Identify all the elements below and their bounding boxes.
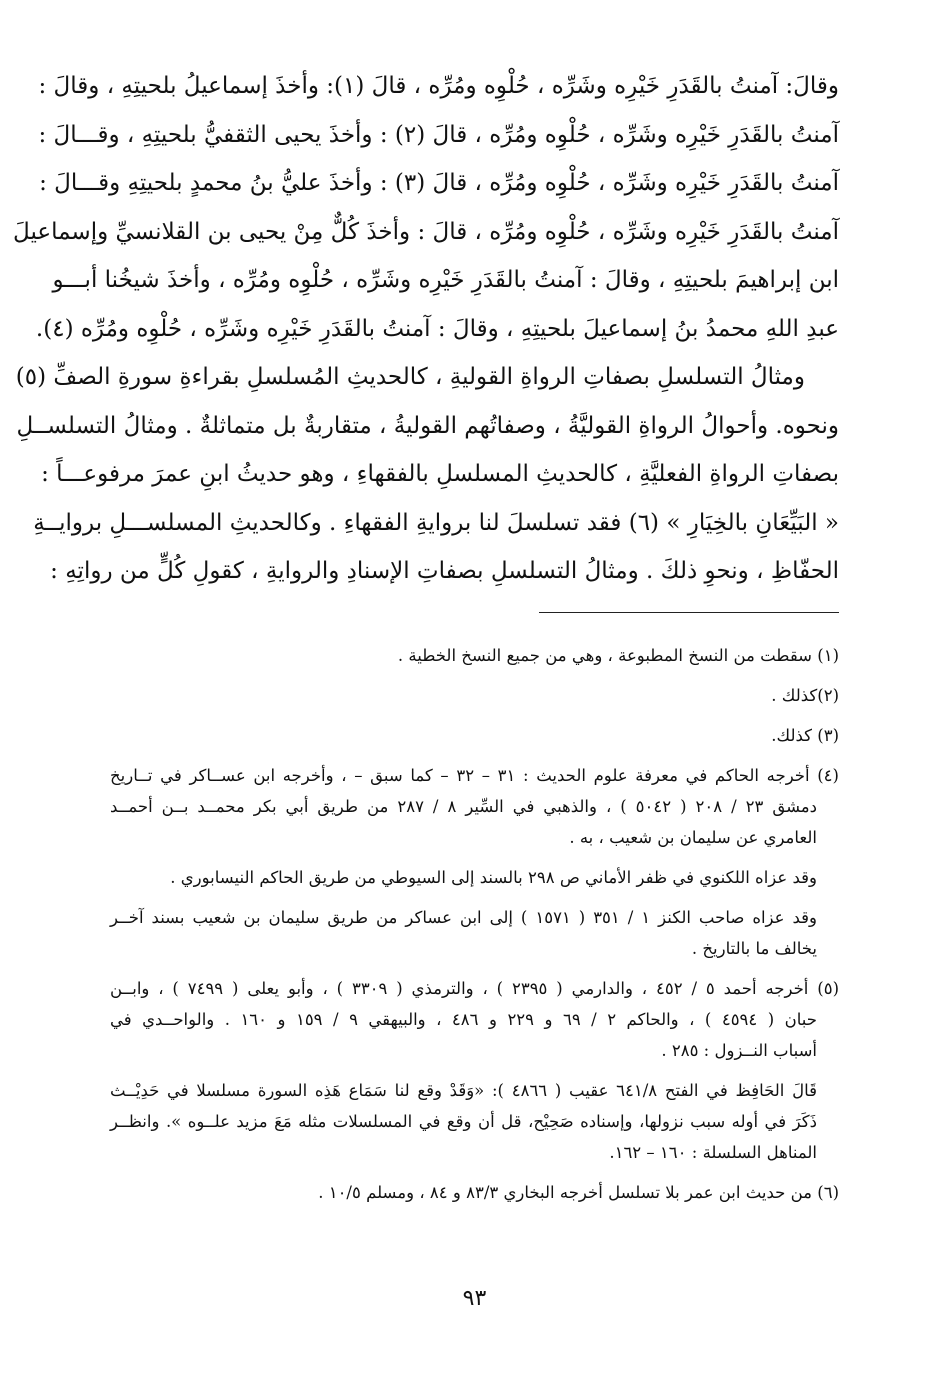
footnote-line: دمشق ٢٣ / ٢٠٨ ( ٥٠٤٢ ) ، والذهبي في السِّير ٨ / ٢٨٧ من طريق أبي بكر محمــد بــن أحمــد <box>110 797 817 816</box>
footnote-line: وقد عزاه صاحب الكنز ١ / ٣٥١ ( ١٥٧١ ) إلى ابن عساكر من طريق سليمان بن شعيب بسند آخــر <box>110 908 817 927</box>
footnote-1 <box>110 640 839 671</box>
footnote-line: (٣) كذلك. <box>771 726 839 745</box>
footnote-line: العامري عن سليمان بن شعيب ، به . <box>569 828 817 847</box>
footnote-4-note-a <box>110 862 839 893</box>
page-number: ٩٣ <box>462 1286 487 1311</box>
footnote-line: وقد عزاه اللكنوي في ظفر الأماني ص ٢٩٨ بالسند إلى السيوطي من طريق الحاكم النيسابوري . <box>170 868 817 887</box>
footnote-line: (٤) أخرجه الحاكم في معرفة علوم الحديث : ٣١ – ٣٢ – كما سبق – ، وأخرجه ابن عســاكر في تــاريخ <box>110 766 839 785</box>
footnote-line: (١) سقطت من النسخ المطبوعة ، وهي من جميع النسخ الخطية . <box>397 646 839 665</box>
footnote-line: المناهل السلسلة : ١٦٠ – ١٦٢. <box>609 1143 817 1162</box>
footnote-3 <box>110 720 839 751</box>
footnote-line: حبان ( ٤٥٩٤ ) ، والحاكم ٢ / ٦٩ و ٢٢٩ و ٤٨٦ ، والبيهقي ٩ / ١٥٩ و ١٦٠ . والواحــدي في <box>110 1010 817 1029</box>
text-line: وقالَ: آمنتُ بالقَدَرِ خَيْرِه وشَرِّه ، حُلْوِه ومُرِّه ، قالَ (١): وأخذَ إسماعيلُ بلحيتِهِ ، وقالَ : <box>38 73 839 99</box>
footnote-line: (٥) أخرجه أحمد ٥ / ٤٥٢ ، والدارمي ( ٢٣٩٥ ) ، والترمذي ( ٣٣٠٩ ) ، وأبو يعلى ( ٧٤٩٩ ) ، وابــن <box>110 979 839 998</box>
text-line: ابن إبراهيمَ بلحيتِهِ ، وقالَ : آمنتُ بالقَدَرِ خَيْرِه وشَرِّه ، حُلْوِه ومُرِّه ، وأخذَ شيخُنا أبـــو <box>52 267 839 293</box>
text-line: آمنتُ بالقَدَرِ خَيْرِه وشَرِّه ، حُلْوِه ومُرِّه ، قالَ : وأخذَ كُلٌّ مِنْ يحيى بن القلانسيِّ وإسماعيلَ <box>13 218 839 245</box>
text-line: آمنتُ بالقَدَرِ خَيْرِه وشَرِّه ، حُلْوِه ومُرِّه ، قالَ (٢) : وأخذَ يحيى الثقفيُّ بلحيتِهِ ، وقـــالَ : <box>38 121 839 148</box>
footnote-line: ذَكَرَ في أوله سبب نزولها، وإسناده صَحِيْح، قل أن وقع في المسلسلات مثله مَعَ مزيد علــوه ». وانظــر <box>110 1112 817 1131</box>
footnote-6 <box>110 1177 839 1208</box>
footnote-5 <box>110 973 839 1066</box>
footnote-line: (٦) من حديث ابن عمر بلا تسلسل أخرجه البخاري ٨٣/٣ و ٨٤ ، ومسلم ١٠/٥ . <box>318 1183 839 1202</box>
footnote-line: أسباب النــزول : ٢٨٥ . <box>661 1041 817 1060</box>
footnotes <box>110 640 839 1217</box>
footnote-line: قَالَ الحَافِظ في الفتح ٦٤١/٨ عقيب ( ٤٨٦٦ ): «وَقَدْ وقع لنا سَمَاع هَذِه السورة مسلسلا في حَدِيْــث <box>110 1081 817 1100</box>
footnote-5-note <box>110 1075 839 1168</box>
text-line: آمنتُ بالقَدَرِ خَيْرِه وشَرِّه ، حُلْوِه ومُرِّه ، قالَ (٣) : وأخذَ عليُّ بنُ محمدٍ بلحيتِهِ وقـــالَ : <box>39 170 839 196</box>
footnote-4-note-b <box>110 902 839 964</box>
footnote-4 <box>110 760 839 853</box>
footnote-2 <box>110 680 839 711</box>
footnote-line: يخالف ما بالتاريخ . <box>691 939 817 958</box>
text-line: الحفّاظِ ، ونحوِ ذلكَ . ومثالُ التسلسلِ بصفاتِ الإسنادِ والروايةِ ، كقولِ كُلٍّ من رواتِهِ : <box>50 558 839 584</box>
footnote-divider <box>539 612 839 613</box>
text-line: « البَيِّعَانِ بالخِيَارِ » (٦) فقد تسلسلَ لنا بروايةِ الفقهاءِ . وكالحديثِ المسلســـلِ بروايــةِ <box>33 509 839 536</box>
text-line: بصفاتِ الرواةِ الفعليَّةِ ، كالحديثِ المسلسلِ بالفقهاءِ ، وهو حديثُ ابنِ عمرَ مرفوعـــاً : <box>41 461 839 487</box>
text-line: ونحوه. وأحوالُ الرواةِ القوليَّةُ ، وصفاتُهم القوليةُ ، متقاربةٌ بل متماثلةٌ . ومثالُ التسلســلِ <box>16 412 839 439</box>
text-line: عبدِ اللهِ محمدُ بنُ إسماعيلَ بلحيتِهِ ، وقالَ : آمنتُ بالقَدَرِ خَيْرِه وشَرِّه ، حُلْوِه ومُرِّه (٤). <box>35 315 839 342</box>
text-line: ومثالُ التسلسلِ بصفاتِ الرواةِ القوليةِ ، كالحديثِ المُسلسلِ بقراءةِ سورةِ الصفِّ (٥) <box>15 364 805 390</box>
footnote-line: (٢)كذلك . <box>771 686 839 705</box>
main-text <box>13 62 839 596</box>
